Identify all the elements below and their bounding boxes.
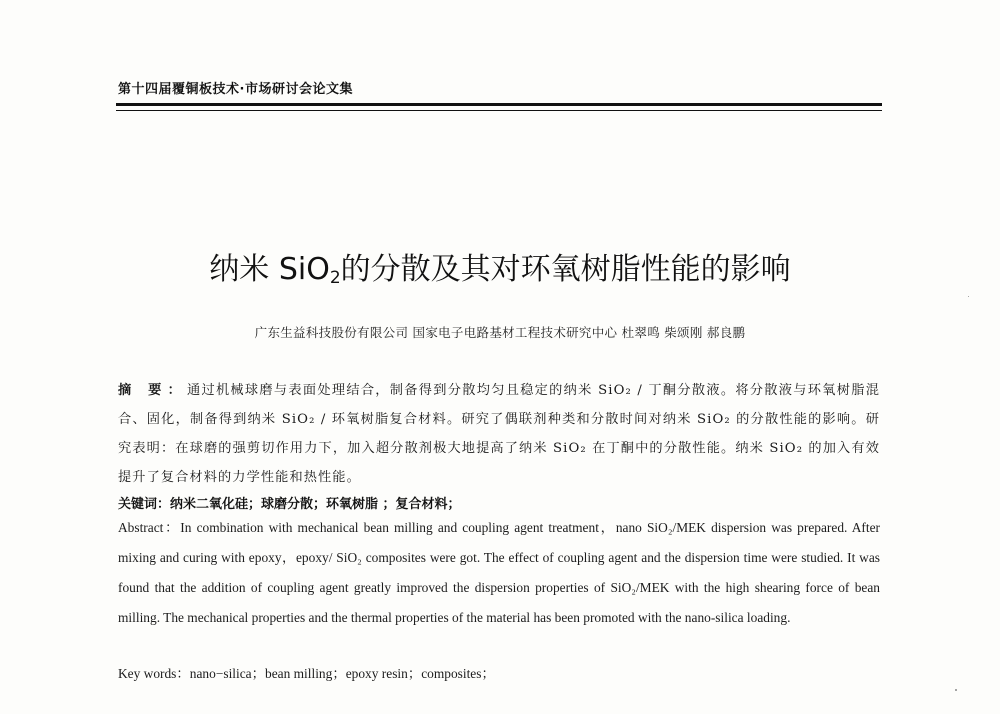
scan-speck [968, 296, 969, 297]
english-keywords [118, 663, 880, 682]
running-header: 第十四届覆铜板技术·市场研讨会论文集 [118, 82, 353, 97]
english-abstract-text: In combination with mechanical bean milling and coupling agent treatment，nano SiO₂/MEK dispersion was prepared. After mixing and curing with epoxy，epoxy/ SiO₂ composites were got. The effect of coupling agent and the dispersion time were studied. It was found that the addition of coupling agent greatly improved the dispersion properties of SiO₂/MEK with the high shearing force of bean milling. The mechanical properties and the thermal properties of the material has been promoted with the nano-silica loading. [118, 520, 880, 625]
paper-title [0, 244, 1000, 288]
chinese-abstract [118, 376, 880, 492]
title-part-1: 纳米 SiO [209, 252, 330, 287]
author-affiliation: 广东生益科技股份有限公司 国家电子电路基材工程技术研究中心 杜翠鸣 柴颂刚 郝良鹏 [254, 325, 746, 340]
english-abstract-label: Abstract： [118, 520, 181, 535]
chinese-abstract-label: 摘 要： [118, 383, 187, 398]
chinese-keywords-text: 纳米二氧化硅；球磨分散；环氧树脂 ；复合材料； [170, 497, 461, 512]
title-part-2: 的分散及其对环氧树脂性能的影响 [340, 252, 791, 287]
title-subscript: 2 [329, 268, 341, 288]
chinese-keywords [118, 493, 880, 512]
scan-speck [955, 689, 957, 691]
header-rule-thick [116, 103, 882, 106]
english-abstract [118, 513, 880, 633]
chinese-keywords-label: 关键词： [118, 497, 171, 512]
english-keywords-text: nano−silica；bean milling；epoxy resin；composites； [189, 666, 495, 681]
chinese-abstract-text: 通过机械球磨与表面处理结合，制备得到分散均匀且稳定的纳米 SiO₂ / 丁酮分散液。将分散液与环氧树脂混合、固化，制备得到纳米 SiO₂ / 环氧树脂复合材料。研究了偶联剂种类和分散时间对纳米 SiO₂ 的分散性能的影响。研究表明：在球磨的强剪切作用力下，加入超分散剂极大地提高了纳米 SiO₂ 在丁酮中的分散性能。纳米 SiO₂ 的加入有效提升了复合材料的力学性能和热性能。 [118, 383, 880, 485]
english-keywords-label: Key words： [118, 666, 190, 681]
header-rule-thin [116, 110, 882, 111]
